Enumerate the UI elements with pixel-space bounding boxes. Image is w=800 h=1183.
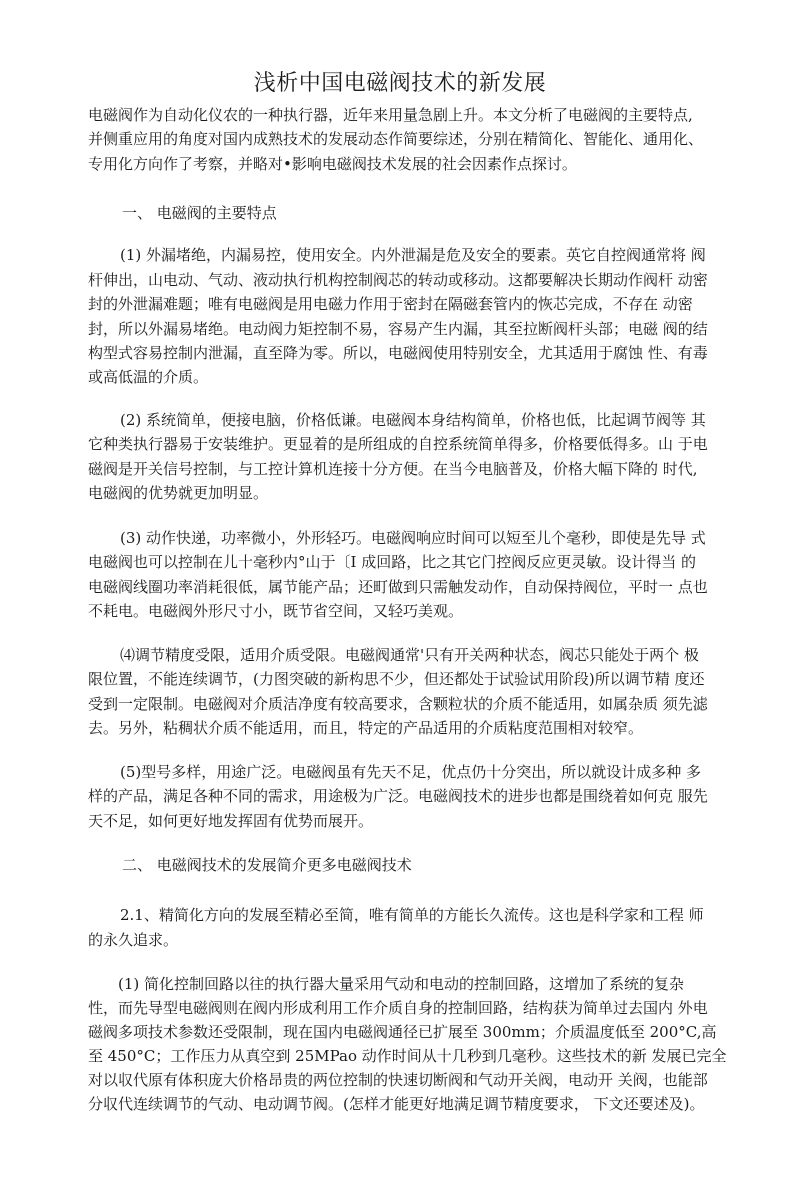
paragraph-line: 封，所以外漏易堵绝。电动阀力矩控制不易，容易产生内漏，其至拉断阀杆头部；电磁 阀的结 (88, 320, 708, 338)
paragraph-line: 它种类执行器易于安装维护。更显着的是所组成的自控系统简单得多，价格要低得多。山 于电 (88, 435, 708, 453)
paragraph-line: (1) 简化控制回路以往的执行器大量采用气动和电动的控制回路，这增加了系统的复杂 (118, 975, 685, 993)
paragraph-line: 的永久追求。 (88, 931, 179, 949)
abstract-line: 专用化方向作了考察，并略对•影响电磁阀技术发展的社会因素作点探讨。 (88, 155, 577, 173)
paragraph-line: 不耗电。电磁阀外形尺寸小，既节省空间，又轻巧美观。 (88, 602, 464, 620)
paragraph-line: 去。另外，粘稠状介质不能适用，而且，特定的产品适用的介质粘度范围相对较窄。 (88, 719, 644, 737)
paragraph-line: 性，而先导型电磁阀则在阀内形成利用工作介质自身的控制回路，结构获为简单过去国内 外电 (88, 999, 708, 1017)
paragraph-line: (2) 系统简单，便接电脑，价格低谦。电磁阀本身结构简单，价格也低，比起调节阀等 其 (120, 411, 706, 429)
paragraph-line: 分収代连续调节的气动、电动调节阀。(怎样才能更好地满足调节精度要求， 下文还要述及)。 (88, 1095, 705, 1113)
paragraph-line: 电磁阀也可以控制在儿十毫秒内°山于〔I 成回路，比之其它门控阀反应更灵敏。设计得当 的 (88, 553, 696, 571)
paragraph-line: ⑷调节精度受限，适用介质受限。电磁阀通常'只有开关两种状态，阀芯只能处于两个 极 (120, 646, 699, 664)
paragraph-line: 杆伸出，山电动、气动、液动执行机构控制阀芯的转动或移动。这都要解决长期动作阀杆 动密 (88, 271, 708, 289)
paragraph-line: 样的产品，满足各种不同的需求，用途极为广泛。电磁阀技术的进步也都是围绕着如何克 服先 (88, 787, 708, 805)
abstract-line: 并侧重应用的角度对国内成熟技术的发展动态作简要综述，分别在精简化、智能化、通用化、 (88, 130, 704, 148)
section-heading: 二、 电磁阀技术的发展简介更多电磁阀技术 (122, 856, 412, 874)
paragraph-line: 至 450°C；工作压力从真空到 25MPao 动作时间从十几秒到几毫秒。这些技术的新 发展已完全 (88, 1047, 727, 1065)
paragraph-line: 电磁阀的优势就更加明显。 (88, 484, 269, 502)
paragraph-line: 限位置，不能连续调节，(力图突破的新构思不少，但还都处于试验试用阶段)所以调节精 度还 (88, 670, 705, 688)
paragraph-line: 受到一定限制。电磁阀对介质洁净度有较高要求，含颗粒状的介质不能适用，如属杂质 须先滤 (88, 695, 708, 713)
paragraph-line: 磁阀多项技术参数还受限制，现在国内电磁阀通径已扩展至 300mm；介质温度低至 200°C,高 (88, 1023, 717, 1041)
document-title: 浅析中国电磁阀技术的新发展 (253, 71, 547, 96)
paragraph-line: 或高低温的介质。 (88, 368, 209, 386)
paragraph-line: 对以収代原有体积庞大价格昂贵的两位控制的快速切断阀和气动开关阀，电动开 关阀，也能部 (88, 1071, 708, 1089)
paragraph-line: 构型式容易控制内泄漏，直至降为零。所以，电磁阀使用特别安全，尤其适用于腐蚀 性、有毒 (88, 344, 708, 362)
paragraph-line: (5)型号多样，用途广泛。电磁阀虽有先天不足，优点仍十分突出，所以就设计成多种 多 (120, 763, 702, 781)
section-heading: 一、 电磁阀的主要特点 (122, 204, 277, 222)
paragraph-line: (3) 动作快递，功率微小，外形轻巧。电磁阀响应时间可以短至儿个毫秒，即使是先导 式 (120, 529, 706, 547)
paragraph-line: 磁阀是开关信号控制，与工控计算机连接十分方便。在当今电脑普及，价格大幅下降的 时代, (88, 460, 698, 478)
paragraph-line: 2.1、精简化方向的发展至精必至简，唯有简单的方能长久流传。这也是科学家和工程 师 (120, 906, 704, 924)
paragraph-line: 电磁阀线圈功率消耗很低，属节能产品；还町做到只需触发动作，自动保持阀位，平时一 点也 (88, 578, 708, 596)
paragraph-line: (1) 外漏堵绝，内漏易控，使用安全。内外泄漏是危及安全的要素。英它自控阀通常将 阀 (120, 246, 706, 264)
abstract-line: 电磁阀作为自动化仪农的一种执行器，近年来用量急剧上升。本文分析了电磁阀的主要特点, (88, 106, 693, 124)
paragraph-line: 封的外泄漏难题；唯有电磁阀是用电磁力作用于密封在隔磁套管内的恢芯完成，不存在 动密 (88, 295, 693, 313)
paragraph-line: 天不足，如何更好地发挥固有优势而展开。 (88, 812, 374, 830)
